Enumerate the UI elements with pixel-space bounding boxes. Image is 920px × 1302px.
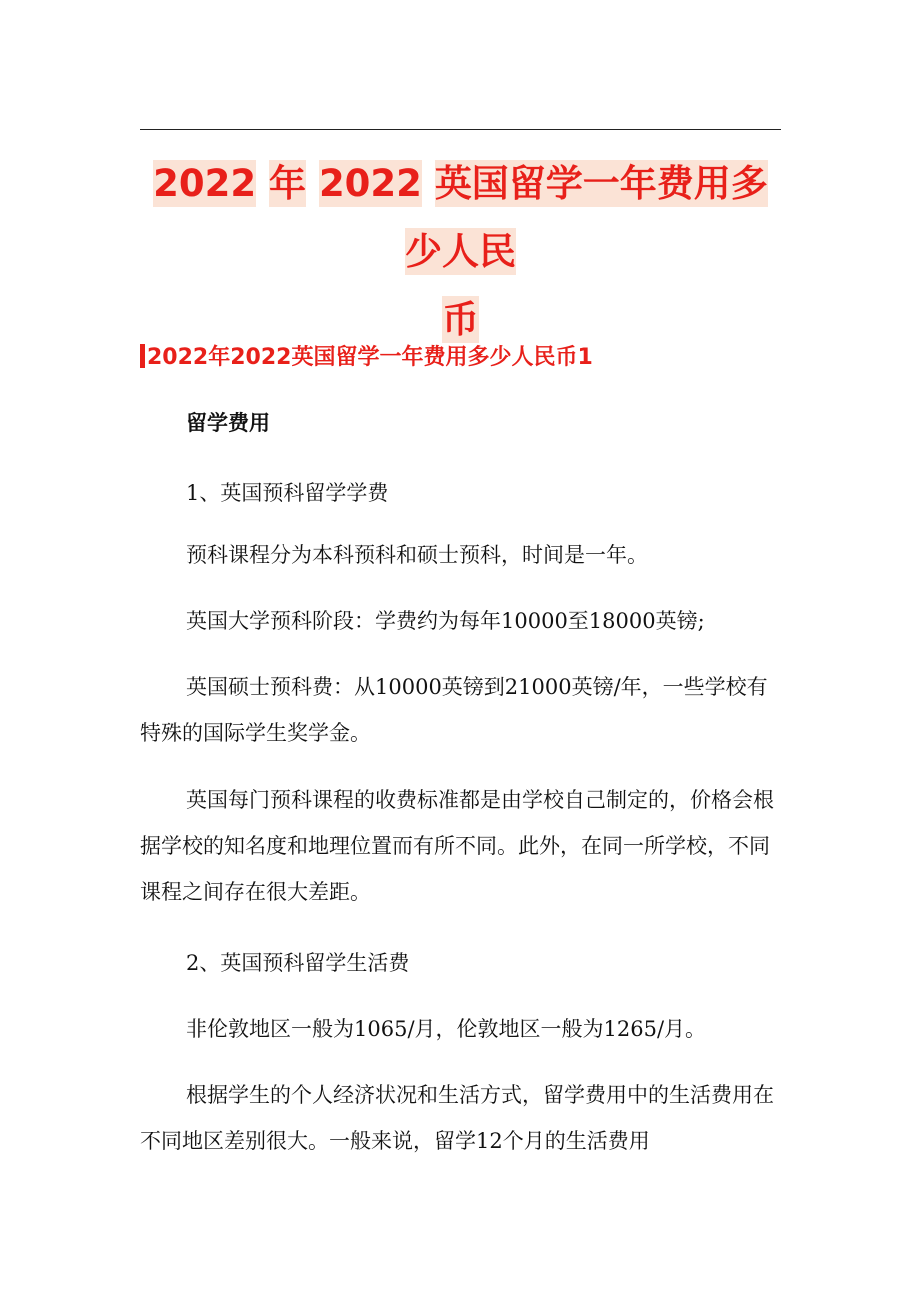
paragraph-subheading: 留学费用 (186, 411, 270, 435)
paragraph: 根据学生的个人经济状况和生活方式，留学费用中的生活费用在不同地区差别很大。一般来说，留学12个月的生活费用 (140, 1083, 774, 1153)
heading-marker (140, 344, 145, 368)
section-heading-text: 2022年2022英国留学一年费用多少人民币1 (147, 345, 593, 370)
paragraph: 英国每门预科课程的收费标准都是由学校自己制定的，价格会根据学校的知名度和地理位置而有所不同。此外，在同一所学校，不同课程之间存在很大差距。 (140, 788, 774, 904)
title-part: 2022 (153, 162, 257, 205)
document-title (140, 150, 781, 354)
title-part: 2022 (318, 162, 422, 205)
title-part: 币 (442, 298, 479, 341)
paragraph: 英国硕士预科费：从10000英镑到21000英镑/年，一些学校有特殊的国际学生奖学金。 (140, 675, 768, 745)
paragraph: 英国大学预科阶段：学费约为每年10000至18000英镑; (186, 609, 705, 633)
title-part: 年 (269, 162, 307, 205)
paragraph: 1、英国预科留学学费 (186, 481, 389, 505)
paragraph: 非伦敦地区一般为1065/月，伦敦地区一般为1265/月。 (186, 1017, 707, 1041)
section-heading (140, 340, 781, 376)
paragraph: 2、英国预科留学生活费 (186, 951, 410, 975)
paragraph: 预科课程分为本科预科和硕士预科，时间是一年。 (186, 543, 648, 567)
title-part: 英国留学一年费用多少人民 (405, 162, 768, 273)
header-rule (140, 129, 781, 130)
